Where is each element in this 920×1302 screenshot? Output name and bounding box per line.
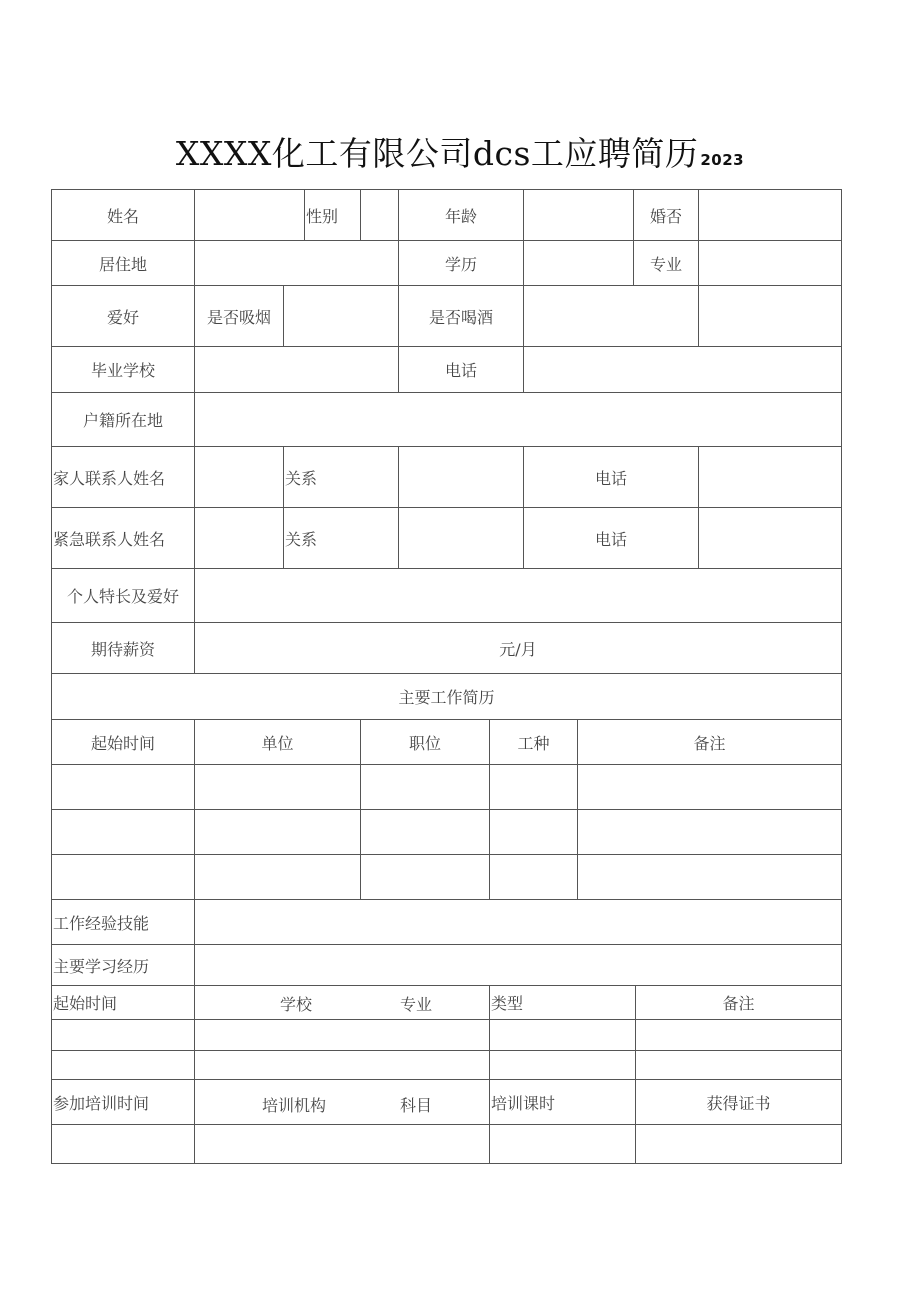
- phone-field[interactable]: [523, 346, 842, 393]
- salary-field[interactable]: [194, 622, 842, 674]
- study-field[interactable]: [194, 944, 842, 986]
- major-label: 专业: [633, 240, 699, 286]
- training-header-cert: 获得证书: [635, 1079, 842, 1125]
- work-header-employer: 单位: [194, 719, 361, 765]
- emergency-phone-label: 电话: [523, 507, 699, 569]
- work-cell[interactable]: [51, 854, 195, 900]
- drink-field[interactable]: [523, 285, 699, 347]
- family-relation-field[interactable]: [398, 446, 524, 508]
- training-cell[interactable]: [489, 1124, 636, 1164]
- family-contact-label: 家人联系人姓名: [51, 446, 195, 508]
- work-cell[interactable]: [489, 854, 578, 900]
- emergency-phone-field[interactable]: [698, 507, 842, 569]
- work-cell[interactable]: [360, 809, 490, 855]
- study-header-start: 起始时间: [51, 985, 195, 1020]
- residence-label: 居住地: [51, 240, 195, 286]
- skills-label: 工作经验技能: [51, 899, 195, 945]
- study-cell[interactable]: [194, 1019, 490, 1051]
- smoke-field[interactable]: [283, 285, 399, 347]
- name-label: 姓名: [51, 189, 195, 241]
- specialty-label: 个人特长及爱好: [51, 568, 195, 623]
- study-header-type: 类型: [489, 985, 636, 1020]
- work-cell[interactable]: [51, 809, 195, 855]
- hukou-label: 户籍所在地: [51, 392, 195, 447]
- study-cell[interactable]: [194, 1050, 490, 1080]
- work-cell[interactable]: [489, 809, 578, 855]
- education-field[interactable]: [523, 240, 634, 286]
- study-cell[interactable]: [489, 1050, 636, 1080]
- emergency-contact-label: 紧急联系人姓名: [51, 507, 195, 569]
- school-label: 毕业学校: [51, 346, 195, 393]
- study-cell[interactable]: [635, 1019, 842, 1051]
- phone-label: 电话: [398, 346, 524, 393]
- emergency-relation-label: 关系: [283, 507, 399, 569]
- family-phone-field[interactable]: [698, 446, 842, 508]
- study-header-major: 专业: [400, 995, 433, 1014]
- study-header-school-major: [194, 985, 490, 1020]
- study-cell[interactable]: [489, 1019, 636, 1051]
- salary-unit: 元/月: [499, 639, 537, 659]
- family-phone-label: 电话: [523, 446, 699, 508]
- married-field[interactable]: [698, 189, 842, 241]
- gender-field[interactable]: [360, 189, 399, 241]
- work-header-note: 备注: [577, 719, 842, 765]
- study-cell[interactable]: [51, 1050, 195, 1080]
- salary-label: 期待薪资: [51, 622, 195, 674]
- training-header-time: 参加培训时间: [51, 1079, 195, 1125]
- smoke-label: 是否吸烟: [194, 285, 284, 347]
- emergency-relation-field[interactable]: [398, 507, 524, 569]
- age-field[interactable]: [523, 189, 634, 241]
- work-cell[interactable]: [489, 764, 578, 810]
- page-title: XXXX化工有限公司dcs工应聘简历 2023: [175, 134, 745, 173]
- title-year: 2023: [700, 151, 745, 169]
- emergency-contact-name-field[interactable]: [194, 507, 284, 569]
- work-cell[interactable]: [51, 764, 195, 810]
- work-cell[interactable]: [360, 764, 490, 810]
- specialty-field[interactable]: [194, 568, 842, 623]
- hobby-extra-field[interactable]: [698, 285, 842, 347]
- training-cell[interactable]: [194, 1124, 490, 1164]
- work-cell[interactable]: [577, 764, 842, 810]
- study-cell[interactable]: [635, 1050, 842, 1080]
- work-cell[interactable]: [577, 854, 842, 900]
- hobby-label: 爱好: [51, 285, 195, 347]
- training-header-org-subject: [194, 1079, 490, 1125]
- work-header-job-type: 工种: [489, 719, 578, 765]
- training-header-hours: 培训课时: [489, 1079, 636, 1125]
- training-cell[interactable]: [635, 1124, 842, 1164]
- work-cell[interactable]: [194, 854, 361, 900]
- training-header-subject: 科目: [400, 1096, 433, 1115]
- skills-field[interactable]: [194, 899, 842, 945]
- major-field[interactable]: [698, 240, 842, 286]
- work-header-position: 职位: [360, 719, 490, 765]
- hukou-field[interactable]: [194, 392, 842, 447]
- work-cell[interactable]: [360, 854, 490, 900]
- age-label: 年龄: [398, 189, 524, 241]
- work-cell[interactable]: [194, 764, 361, 810]
- name-field[interactable]: [194, 189, 305, 241]
- married-label: 婚否: [633, 189, 699, 241]
- study-label: 主要学习经历: [51, 944, 195, 986]
- work-history-heading: 主要工作简历: [51, 673, 842, 720]
- work-cell[interactable]: [194, 809, 361, 855]
- gender-label: 性别: [304, 189, 361, 241]
- family-relation-label: 关系: [283, 446, 399, 508]
- education-label: 学历: [398, 240, 524, 286]
- work-header-start: 起始时间: [51, 719, 195, 765]
- drink-label: 是否喝酒: [398, 285, 524, 347]
- school-field[interactable]: [194, 346, 399, 393]
- training-cell[interactable]: [51, 1124, 195, 1164]
- study-header-school: 学校: [280, 995, 313, 1014]
- work-cell[interactable]: [577, 809, 842, 855]
- family-contact-name-field[interactable]: [194, 446, 284, 508]
- residence-field[interactable]: [194, 240, 399, 286]
- study-header-note: 备注: [635, 985, 842, 1020]
- study-cell[interactable]: [51, 1019, 195, 1051]
- training-header-org: 培训机构: [262, 1096, 327, 1115]
